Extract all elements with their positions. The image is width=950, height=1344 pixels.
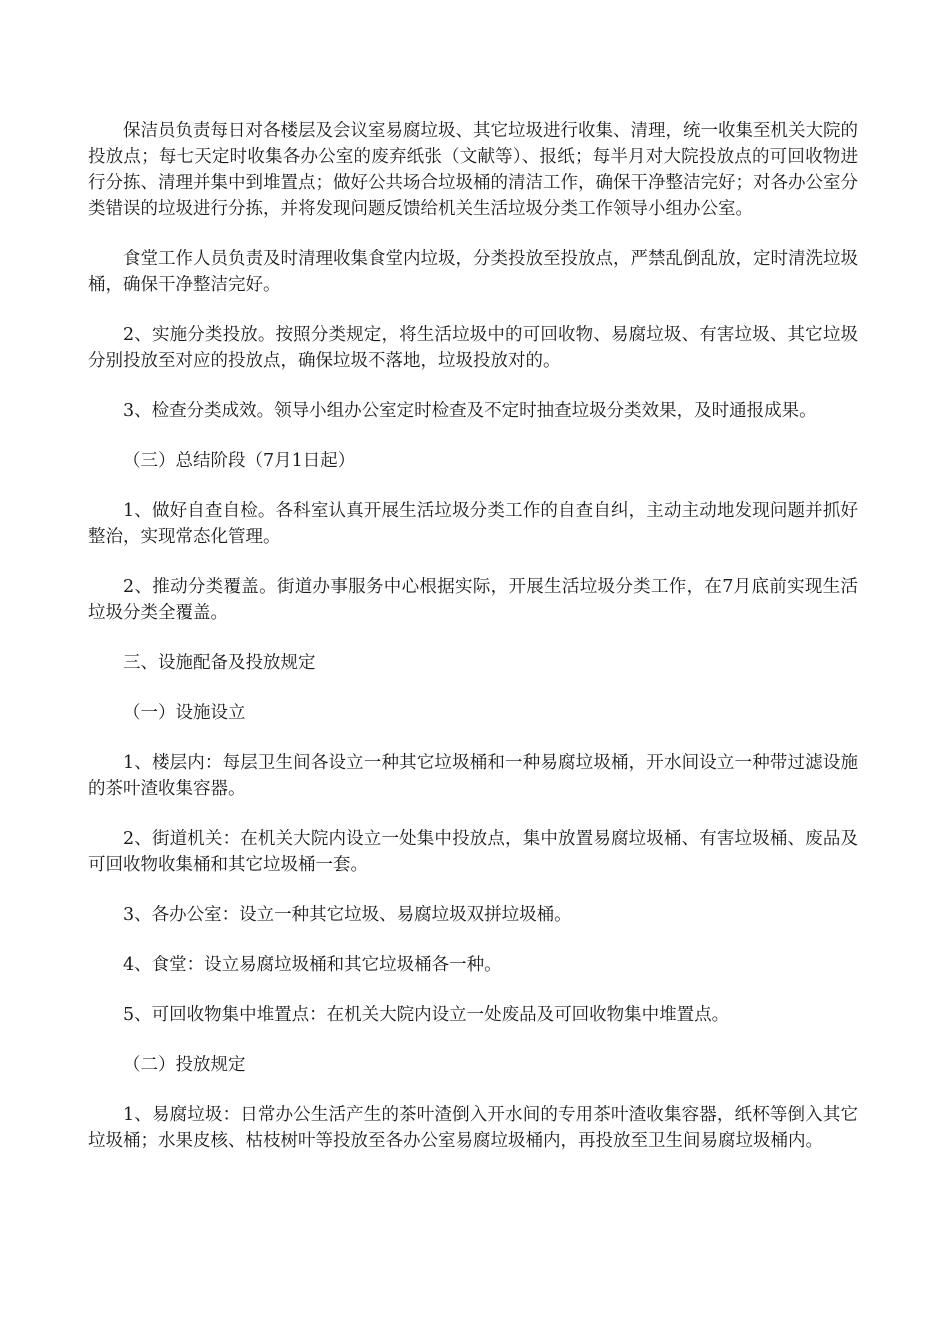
paragraph-sorted-disposal: 2、实施分类投放。按照分类规定，将生活垃圾中的可回收物、易腐垃圾、有害垃圾、其它垃圾分别投放至对应的投放点，确保垃圾不落地，垃圾投放对的。 [88,325,858,371]
paragraph-canteen-duties: 食堂工作人员负责及时清理收集食堂内垃圾，分类投放至投放点，严禁乱倒乱放，定时清洗垃圾桶，确保干净整洁完好。 [88,249,858,295]
paragraph-canteen: 4、食堂：设立易腐垃圾桶和其它垃圾桶各一种。 [123,955,502,975]
paragraph-self-check: 1、做好自查自检。各科室认真开展生活垃圾分类工作的自查自纠，主动主动地发现问题并抓好整治，实现常态化管理。 [88,501,858,547]
paragraph-cleaner-duties: 保洁员负责每日对各楼层及会议室易腐垃圾、其它垃圾进行收集、清理，统一收集至机关大院的投放点；每七天定时收集各办公室的废弃纸张（文献等）、报纸；每半月对大院投放点的可回收物进行分拣、清理并集中到堆置点；做好公共场合垃圾桶的清洁工作，确保干净整洁完好；对各办公室分类错误的垃圾进行分拣，并将发现问题反馈给机关生活垃圾分类工作领导小组办公室。 [88,121,858,219]
heading-summary-stage: （三）总结阶段（7月1日起） [123,451,356,471]
paragraph-coverage: 2、推动分类覆盖。街道办事服务中心根据实际，开展生活垃圾分类工作，在7月底前实现生活垃圾分类全覆盖。 [88,577,858,623]
paragraph-offices: 3、各办公室：设立一种其它垃圾、易腐垃圾双拼垃圾桶。 [123,905,572,925]
heading-facilities-rules: 三、设施配备及投放规定 [123,653,316,673]
paragraph-floor-facilities: 1、楼层内：每层卫生间各设立一种其它垃圾桶和一种易腐垃圾桶，开水间设立一种带过滤设施的茶叶渣收集容器。 [88,753,858,799]
paragraph-office-compound: 2、街道机关：在机关大院内设立一处集中投放点，集中放置易腐垃圾桶、有害垃圾桶、废品及可回收物收集桶和其它垃圾桶一套。 [88,829,858,875]
document-page [88,118,858,1178]
paragraph-perishable-waste: 1、易腐垃圾：日常办公生活产生的茶叶渣倒入开水间的专用茶叶渣收集容器，纸杯等倒入其它垃圾桶；水果皮核、枯枝树叶等投放至各办公室易腐垃圾桶内，再投放至卫生间易腐垃圾桶内。 [88,1105,858,1151]
paragraph-recyclables-point: 5、可回收物集中堆置点：在机关大院内设立一处废品及可回收物集中堆置点。 [123,1005,730,1025]
heading-facility-setup: （一）设施设立 [123,703,246,723]
heading-disposal-rules: （二）投放规定 [123,1055,246,1075]
paragraph-inspection: 3、检查分类成效。领导小组办公室定时检查及不定时抽查垃圾分类效果，及时通报成果。 [123,401,817,421]
